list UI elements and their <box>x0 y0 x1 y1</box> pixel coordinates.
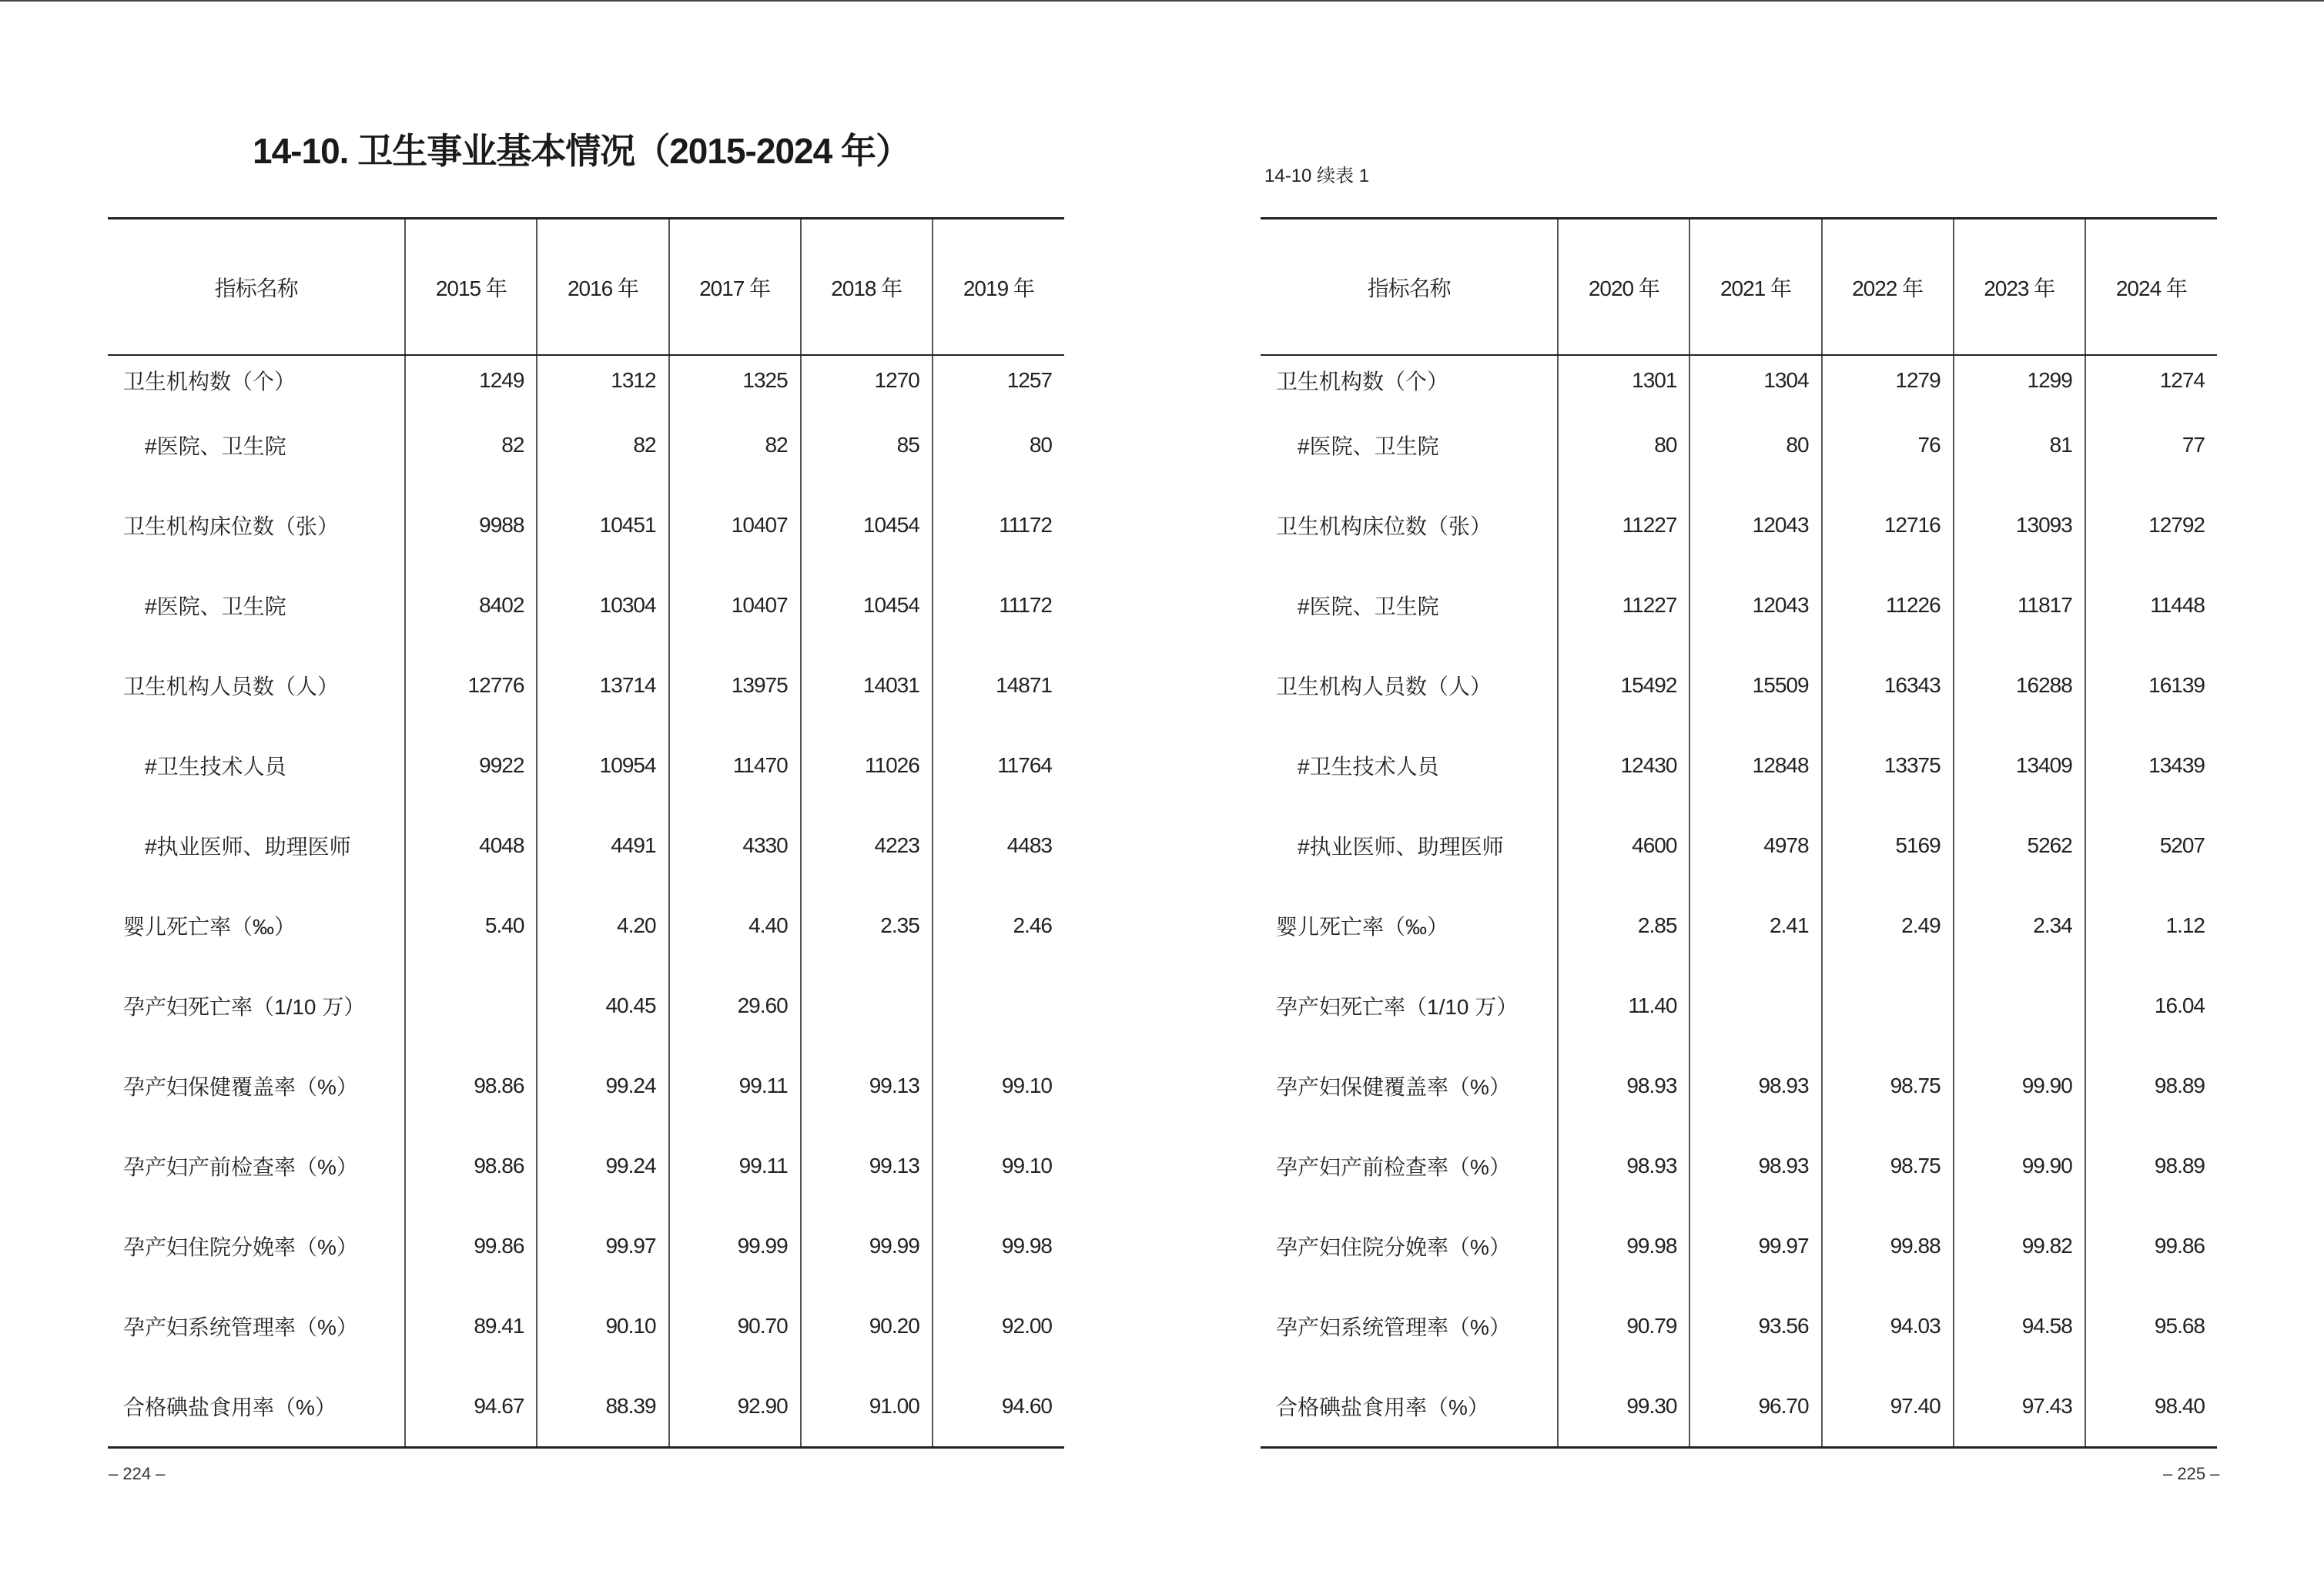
value-cell: 99.13 <box>801 1126 933 1206</box>
value-cell: 99.24 <box>537 1046 668 1126</box>
value-cell: 92.90 <box>669 1366 801 1448</box>
value-cell: 1279 <box>1822 355 1954 405</box>
value-cell: 98.75 <box>1822 1126 1954 1206</box>
header-year: 2021 年 <box>1689 219 1821 356</box>
indicator-name: #医院、卫生院 <box>145 595 286 618</box>
table-row <box>108 565 1064 645</box>
indicator-name: #执业医师、助理医师 <box>145 835 351 859</box>
value-cell: 99.98 <box>933 1206 1064 1286</box>
value-cell: 80 <box>933 405 1064 485</box>
table-row <box>108 725 1064 806</box>
value-cell: 99.82 <box>1954 1206 2085 1286</box>
value-cell: 98.93 <box>1558 1126 1689 1206</box>
value-cell: 99.30 <box>1558 1366 1689 1448</box>
value-cell: 4.20 <box>537 886 668 966</box>
indicator-name: 合格碘盐食用率（%） <box>1276 1395 1489 1419</box>
indicator-name: 卫生机构数（个） <box>1276 370 1449 394</box>
value-cell: 1.12 <box>2085 886 2217 966</box>
indicator-name: #医院、卫生院 <box>1298 434 1439 458</box>
value-cell <box>405 966 537 1046</box>
value-cell: 94.58 <box>1954 1286 2085 1366</box>
value-cell: 13975 <box>669 645 801 725</box>
header-indicator-name: 指标名称 <box>108 219 405 356</box>
value-cell: 16288 <box>1954 645 2085 725</box>
header-indicator-name: 指标名称 <box>1261 219 1558 356</box>
value-cell: 12043 <box>1689 485 1821 565</box>
value-cell: 99.11 <box>669 1126 801 1206</box>
value-cell: 12043 <box>1689 565 1821 645</box>
table-row <box>108 405 1064 485</box>
indicator-name: 孕产妇住院分娩率（%） <box>123 1235 358 1259</box>
value-cell: 2.41 <box>1689 886 1821 966</box>
value-cell: 5169 <box>1822 806 1954 886</box>
indicator-name: #卫生技术人员 <box>145 755 286 779</box>
value-cell: 76 <box>1822 405 1954 485</box>
value-cell: 2.34 <box>1954 886 2085 966</box>
value-cell: 98.86 <box>405 1126 537 1206</box>
value-cell: 11172 <box>933 485 1064 565</box>
page-number: – 225 – <box>2163 1464 2220 1483</box>
value-cell: 11026 <box>801 725 933 806</box>
table-row <box>108 1206 1064 1286</box>
value-cell: 11.40 <box>1558 966 1689 1046</box>
value-cell: 98.93 <box>1558 1046 1689 1126</box>
value-cell: 99.97 <box>1689 1206 1821 1286</box>
value-cell: 82 <box>405 405 537 485</box>
value-cell: 11764 <box>933 725 1064 806</box>
header-year: 2020 年 <box>1558 219 1689 356</box>
value-cell: 5262 <box>1954 806 2085 886</box>
value-cell: 5207 <box>2085 806 2217 886</box>
value-cell: 11226 <box>1822 565 1954 645</box>
value-cell: 97.43 <box>1954 1366 2085 1448</box>
value-cell: 10451 <box>537 485 668 565</box>
value-cell: 9988 <box>405 485 537 565</box>
indicator-name: 孕产妇保健覆盖率（%） <box>1276 1075 1511 1099</box>
table-row <box>1261 725 2217 806</box>
value-cell: 99.13 <box>801 1046 933 1126</box>
table-row <box>108 1046 1064 1126</box>
header-row <box>108 219 1064 356</box>
value-cell: 10407 <box>669 485 801 565</box>
value-cell <box>933 966 1064 1046</box>
value-cell: 5.40 <box>405 886 537 966</box>
value-cell: 2.49 <box>1822 886 1954 966</box>
indicator-name: #医院、卫生院 <box>1298 595 1439 618</box>
value-cell: 11227 <box>1558 565 1689 645</box>
value-cell: 96.70 <box>1689 1366 1821 1448</box>
value-cell: 11817 <box>1954 565 2085 645</box>
table-row <box>108 1126 1064 1206</box>
value-cell: 2.85 <box>1558 886 1689 966</box>
value-cell: 13714 <box>537 645 668 725</box>
value-cell: 16139 <box>2085 645 2217 725</box>
indicator-name: 孕产妇死亡率（1/10 万） <box>123 995 366 1019</box>
value-cell: 99.90 <box>1954 1126 2085 1206</box>
value-cell: 90.10 <box>537 1286 668 1366</box>
table-row <box>108 806 1064 886</box>
value-cell: 2.46 <box>933 886 1064 966</box>
value-cell <box>1954 966 2085 1046</box>
value-cell: 98.93 <box>1689 1046 1821 1126</box>
header-year: 2015 年 <box>405 219 537 356</box>
table-row <box>1261 355 2217 405</box>
header-year: 2016 年 <box>537 219 668 356</box>
value-cell: 12776 <box>405 645 537 725</box>
table-row <box>108 645 1064 725</box>
value-cell: 97.40 <box>1822 1366 1954 1448</box>
value-cell: 89.41 <box>405 1286 537 1366</box>
value-cell: 1270 <box>801 355 933 405</box>
indicator-name: 孕产妇产前检查率（%） <box>123 1155 358 1179</box>
table-row <box>108 886 1064 966</box>
value-cell: 4483 <box>933 806 1064 886</box>
table-row <box>1261 405 2217 485</box>
value-cell: 14031 <box>801 645 933 725</box>
value-cell: 77 <box>2085 405 2217 485</box>
value-cell: 13093 <box>1954 485 2085 565</box>
table-row <box>108 355 1064 405</box>
value-cell: 99.99 <box>801 1206 933 1286</box>
value-cell: 29.60 <box>669 966 801 1046</box>
header-year: 2024 年 <box>2085 219 2217 356</box>
header-year: 2023 年 <box>1954 219 2085 356</box>
indicator-name: 卫生机构数（个） <box>123 370 296 394</box>
table-row <box>1261 806 2217 886</box>
value-cell: 1304 <box>1689 355 1821 405</box>
indicator-name: 孕产妇产前检查率（%） <box>1276 1155 1511 1179</box>
table-row <box>1261 1206 2217 1286</box>
table-row <box>108 1286 1064 1366</box>
value-cell: 80 <box>1689 405 1821 485</box>
value-cell: 99.99 <box>669 1206 801 1286</box>
value-cell: 40.45 <box>537 966 668 1046</box>
table-row <box>108 1366 1064 1448</box>
value-cell: 11172 <box>933 565 1064 645</box>
indicator-name: 孕产妇系统管理率（%） <box>123 1315 358 1339</box>
value-cell: 10954 <box>537 725 668 806</box>
value-cell: 1312 <box>537 355 668 405</box>
value-cell: 8402 <box>405 565 537 645</box>
indicator-name: #卫生技术人员 <box>1298 755 1439 779</box>
value-cell: 94.03 <box>1822 1286 1954 1366</box>
value-cell: 90.79 <box>1558 1286 1689 1366</box>
value-cell: 90.20 <box>801 1286 933 1366</box>
value-cell: 10304 <box>537 565 668 645</box>
value-cell: 4978 <box>1689 806 1821 886</box>
indicator-name: 卫生机构床位数（张） <box>123 514 340 538</box>
indicator-name: 合格碘盐食用率（%） <box>123 1395 337 1419</box>
table-row <box>108 485 1064 565</box>
indicator-name: 孕产妇住院分娩率（%） <box>1276 1235 1511 1259</box>
value-cell: 99.86 <box>2085 1206 2217 1286</box>
value-cell: 10454 <box>801 485 933 565</box>
header-year: 2018 年 <box>801 219 933 356</box>
indicator-name: 婴儿死亡率（‰） <box>1276 915 1449 939</box>
value-cell: 1274 <box>2085 355 2217 405</box>
header-year: 2022 年 <box>1822 219 1954 356</box>
value-cell: 11227 <box>1558 485 1689 565</box>
indicator-name: 孕产妇死亡率（1/10 万） <box>1276 995 1519 1019</box>
value-cell <box>1689 966 1821 1046</box>
table-row <box>1261 565 2217 645</box>
value-cell: 13439 <box>2085 725 2217 806</box>
value-cell: 12716 <box>1822 485 1954 565</box>
indicator-name: 卫生机构人员数（人） <box>1276 675 1492 699</box>
value-cell: 98.89 <box>2085 1126 2217 1206</box>
table-row <box>1261 966 2217 1046</box>
value-cell: 98.40 <box>2085 1366 2217 1448</box>
value-cell: 11470 <box>669 725 801 806</box>
value-cell: 4048 <box>405 806 537 886</box>
value-cell: 99.10 <box>933 1126 1064 1206</box>
table-row <box>1261 886 2217 966</box>
value-cell: 1249 <box>405 355 537 405</box>
value-cell: 4.40 <box>669 886 801 966</box>
table-row <box>1261 645 2217 725</box>
value-cell: 99.98 <box>1558 1206 1689 1286</box>
value-cell: 16.04 <box>2085 966 2217 1046</box>
value-cell: 4491 <box>537 806 668 886</box>
value-cell: 15492 <box>1558 645 1689 725</box>
value-cell: 11448 <box>2085 565 2217 645</box>
value-cell: 1301 <box>1558 355 1689 405</box>
value-cell: 12848 <box>1689 725 1821 806</box>
value-cell: 93.56 <box>1689 1286 1821 1366</box>
value-cell: 4600 <box>1558 806 1689 886</box>
value-cell: 15509 <box>1689 645 1821 725</box>
value-cell: 12430 <box>1558 725 1689 806</box>
value-cell: 81 <box>1954 405 2085 485</box>
table-row <box>108 966 1064 1046</box>
value-cell: 82 <box>537 405 668 485</box>
indicator-name: 孕产妇系统管理率（%） <box>1276 1315 1511 1339</box>
value-cell: 98.75 <box>1822 1046 1954 1126</box>
value-cell: 99.97 <box>537 1206 668 1286</box>
indicator-name: 婴儿死亡率（‰） <box>123 915 296 939</box>
value-cell: 99.24 <box>537 1126 668 1206</box>
value-cell: 13375 <box>1822 725 1954 806</box>
value-cell: 92.00 <box>933 1286 1064 1366</box>
header-row <box>1261 219 2217 356</box>
value-cell: 98.89 <box>2085 1046 2217 1126</box>
value-cell: 99.10 <box>933 1046 1064 1126</box>
header-year: 2017 年 <box>669 219 801 356</box>
value-cell: 95.68 <box>2085 1286 2217 1366</box>
value-cell: 90.70 <box>669 1286 801 1366</box>
data-table <box>1261 217 2217 1449</box>
value-cell: 2.35 <box>801 886 933 966</box>
table-row <box>1261 1286 2217 1366</box>
value-cell: 9922 <box>405 725 537 806</box>
indicator-name: 卫生机构人员数（人） <box>123 675 340 699</box>
value-cell: 91.00 <box>801 1366 933 1448</box>
right-page <box>1162 0 2324 1588</box>
table-title: 14-10. 卫生事业基本情况（2015-2024 年） <box>253 131 910 171</box>
value-cell: 99.86 <box>405 1206 537 1286</box>
indicator-name: 孕产妇保健覆盖率（%） <box>123 1075 358 1099</box>
value-cell: 10454 <box>801 565 933 645</box>
table-row <box>1261 485 2217 565</box>
value-cell: 94.60 <box>933 1366 1064 1448</box>
value-cell <box>801 966 933 1046</box>
table-row <box>1261 1366 2217 1448</box>
value-cell: 1325 <box>669 355 801 405</box>
data-table <box>108 217 1064 1449</box>
value-cell: 98.86 <box>405 1046 537 1126</box>
value-cell: 4223 <box>801 806 933 886</box>
value-cell: 85 <box>801 405 933 485</box>
header-year: 2019 年 <box>933 219 1064 356</box>
value-cell: 14871 <box>933 645 1064 725</box>
indicator-name: #医院、卫生院 <box>145 434 286 458</box>
value-cell: 82 <box>669 405 801 485</box>
indicator-name: 卫生机构床位数（张） <box>1276 514 1492 538</box>
value-cell: 99.90 <box>1954 1046 2085 1126</box>
table-row <box>1261 1046 2217 1126</box>
value-cell <box>1822 966 1954 1046</box>
value-cell: 99.11 <box>669 1046 801 1126</box>
value-cell: 12792 <box>2085 485 2217 565</box>
value-cell: 1299 <box>1954 355 2085 405</box>
value-cell: 94.67 <box>405 1366 537 1448</box>
indicator-name: #执业医师、助理医师 <box>1298 835 1504 859</box>
value-cell: 88.39 <box>537 1366 668 1448</box>
value-cell: 80 <box>1558 405 1689 485</box>
page-number: – 224 – <box>109 1464 166 1483</box>
value-cell: 10407 <box>669 565 801 645</box>
continuation-label: 14-10 续表 1 <box>1264 166 1370 186</box>
value-cell: 98.93 <box>1689 1126 1821 1206</box>
value-cell: 4330 <box>669 806 801 886</box>
value-cell: 99.88 <box>1822 1206 1954 1286</box>
value-cell: 16343 <box>1822 645 1954 725</box>
table-row <box>1261 1126 2217 1206</box>
value-cell: 13409 <box>1954 725 2085 806</box>
value-cell: 1257 <box>933 355 1064 405</box>
